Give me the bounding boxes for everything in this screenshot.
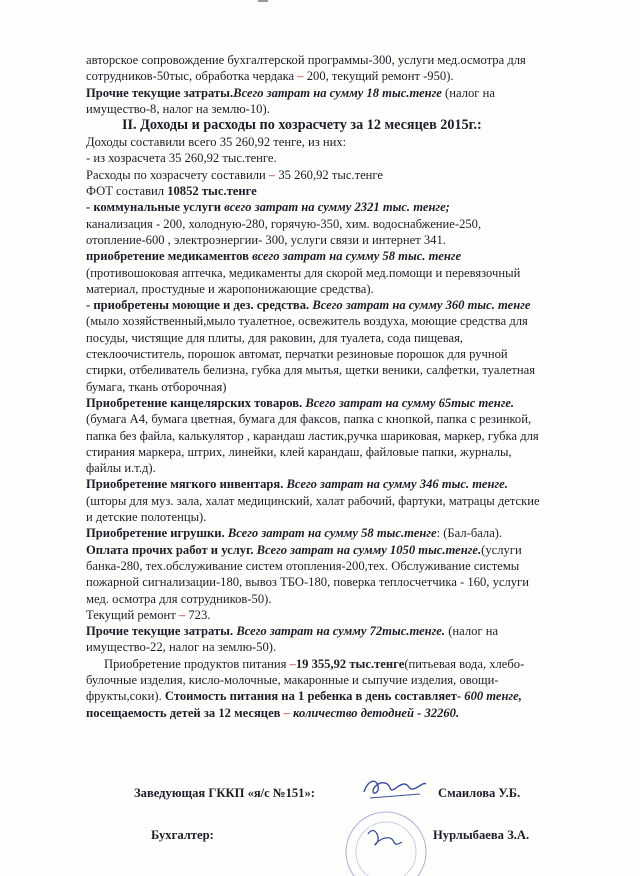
text-segment: - из хозрасчета 35 260,92 тыс.тенге.	[86, 151, 277, 166]
text-segment: Расходы по хозрасчету составили	[86, 167, 269, 182]
text-line	[86, 134, 612, 150]
text-segment: канализация - 200, холодную-280, горячую-350, хим. водоснабжение-250,	[86, 216, 482, 231]
text-segment: Всего затрат на сумму 65тыс тенге.	[305, 395, 515, 410]
text-line	[86, 558, 612, 574]
text-segment: авторское сопровождение бухгалтерской программы-300, услуги мед.осмотра для	[86, 53, 526, 67]
text-line	[86, 52, 612, 68]
text-segment: материал, простудные и жаропонижающие средства).	[86, 281, 374, 296]
text-segment: Всего затрат на сумму 72тыс.тенге.	[236, 624, 446, 639]
text-line	[86, 509, 612, 525]
text-line	[86, 444, 612, 460]
text-segment: бумага, ткань отборочная)	[86, 379, 227, 394]
text-segment: : (Бал-бала).	[436, 526, 503, 541]
text-line	[86, 493, 612, 509]
text-segment: Всего затрат на сумму 346 тыс. тенге.	[286, 477, 508, 492]
text-segment: всего затрат на сумму 58 тыс. тенге	[252, 249, 462, 264]
text-line	[86, 672, 612, 688]
text-line	[86, 248, 612, 264]
text-segment: Приобретение мягкого инвентаря.	[86, 477, 287, 492]
text-segment: 10852 тыс.тенге	[167, 184, 257, 199]
text-line	[86, 542, 612, 558]
text-line	[86, 525, 612, 541]
text-line	[86, 591, 612, 607]
text-line	[86, 313, 612, 329]
text-line	[86, 150, 612, 166]
text-segment: всего затрат на сумму 2321 тыс. тенге;	[224, 200, 450, 215]
text-segment: ФОТ составил	[86, 184, 168, 199]
text-line	[86, 379, 612, 395]
text-segment: 200, текущий ремонт -950).	[303, 69, 454, 84]
text-segment: II. Доходы и расходы по хозрасчету за 12 месяцев 2015г.:	[122, 117, 482, 134]
document-body	[86, 52, 612, 721]
text-line	[86, 232, 612, 248]
text-segment: имущество-8, налог на землю-10).	[86, 101, 270, 116]
text-segment: Всего затрат на сумму 18 тыс.тенге	[233, 85, 442, 100]
text-segment: мед. осмотра для сотрудников-50).	[86, 591, 272, 606]
text-line	[86, 476, 612, 492]
text-segment: посещаемость детей за 12 месяцев	[86, 705, 284, 720]
text-segment: Приобретение продуктов питания	[104, 656, 290, 671]
text-segment: (услуги	[481, 542, 522, 557]
text-segment: –	[268, 167, 276, 182]
director-signature	[360, 774, 430, 804]
text-line	[86, 411, 612, 427]
text-line	[86, 623, 612, 639]
text-segment: –	[178, 607, 186, 622]
text-segment: Всего затрат на сумму 58 тыс.тенге	[227, 526, 437, 541]
text-line	[104, 656, 612, 672]
text-line	[86, 85, 612, 101]
text-segment: –	[289, 656, 296, 671]
text-segment: папка без файла, калькулятор , карандаш ластик,ручка шариковая, маркер, губка для	[86, 428, 539, 443]
text-segment: - коммунальные услуги	[86, 200, 225, 215]
text-segment: Прочие текущие затраты.	[86, 85, 234, 100]
accountant-title: Бухгалтер:	[151, 828, 214, 842]
text-line	[86, 265, 612, 281]
text-segment: Всего затрат на сумму 360 тыс. тенге	[312, 298, 531, 313]
text-line	[86, 460, 612, 476]
text-line	[86, 639, 612, 655]
text-line	[86, 330, 612, 346]
text-line	[86, 574, 612, 590]
text-segment: (налог на	[445, 624, 499, 639]
text-line	[86, 281, 612, 297]
text-segment: Текущий ремонт	[86, 607, 179, 622]
text-segment: имущество-22, налог на землю-50).	[86, 640, 277, 655]
text-segment: банка-280, тех.обслуживание систем отопления-200,тех. Обслуживание системы	[86, 558, 520, 573]
text-segment: Оплата прочих работ и услуг.	[86, 542, 257, 557]
text-segment: 600 тенге,	[464, 689, 522, 704]
text-segment: отопление-600 , электроэнергии- 300, услуги связи и интернет 341.	[86, 232, 446, 247]
text-segment: - приобретены моющие и дез. средства.	[86, 298, 313, 313]
text-line	[86, 688, 612, 704]
text-segment: 35 260,92 тыс.тенге	[275, 167, 383, 182]
text-segment: Всего затрат на сумму 1050 тыс.тенге.	[256, 542, 482, 557]
text-line	[86, 101, 612, 117]
text-line	[86, 346, 612, 362]
text-line	[86, 428, 612, 444]
text-segment: приобретение медикаментов	[86, 249, 253, 264]
text-segment: посуды, чистящие для плиты, для раковин, для туалета, сода пищевая,	[86, 330, 464, 345]
text-line	[86, 607, 612, 623]
director-name: Смаилова У.Б.	[438, 786, 521, 800]
text-segment: (налог на	[441, 85, 495, 100]
scan-mark	[258, 0, 268, 2]
director-title: Заведующая ГККП «я/с №151»:	[134, 786, 315, 800]
text-segment: Приобретение канцелярских товаров.	[86, 395, 306, 410]
text-segment: –	[297, 69, 304, 84]
text-line	[86, 395, 612, 411]
text-segment: (противошоковая аптечка, медикаменты для скорой мед.помощи и перевязочный	[86, 265, 521, 280]
text-segment: стирки, отбеливатель белизна, губка для мытья, щетки веники, салфетки, туалетная	[86, 363, 536, 378]
text-segment: Прочие текущие затраты.	[86, 624, 237, 639]
text-line	[86, 167, 612, 183]
text-line	[86, 68, 612, 84]
text-segment: стирания маркера, штрих, линейки, клей карандаш, файловые папки, журналы,	[86, 444, 512, 459]
text-segment: файлы и.т.д).	[86, 461, 156, 476]
text-line	[86, 362, 612, 378]
text-segment: булочные изделия, кисло-молочные, макаронные и сыпучие изделия, овощи-	[86, 672, 499, 687]
text-line	[86, 705, 612, 721]
text-segment: стеклоочиститель, порошок автомат, перчатки резиновые порошок для ручной	[86, 347, 508, 362]
text-segment: –	[283, 705, 290, 720]
text-segment: пожарной сигнализации-180, вывоз ТБО-180, поверка теплосчетчика - 160, услуги	[86, 575, 529, 590]
text-segment: (шторы для муз. зала, халат медицинский, халат рабочий, фартуки, матрацы детские	[86, 493, 540, 508]
text-segment: 19 355,92 тыс.тенге	[295, 656, 405, 671]
text-line	[86, 216, 612, 232]
text-segment: Доходы составили всего 35 260,92 тенге, из них:	[86, 135, 347, 150]
text-segment: Приобретение игрушки.	[86, 526, 228, 541]
text-segment: (бумага А4, бумага цветная, бумага для факсов, папка с кнопкой, папка с резинкой,	[86, 412, 532, 427]
text-segment: (мыло хозяйственный,мыло туалетное, освежитель воздуха, моющие средства для	[86, 314, 528, 329]
text-line	[86, 297, 612, 313]
section-heading	[122, 117, 612, 134]
text-segment: 723.	[185, 607, 211, 622]
accountant-name: Нурлыбаева З.А.	[433, 828, 530, 842]
text-segment: (питьевая вода, хлебо-	[404, 656, 525, 671]
text-line	[86, 183, 612, 199]
text-segment: фрукты,соки).	[86, 689, 165, 704]
text-segment: количество детодней - 32260.	[289, 705, 460, 720]
text-segment: Стоимость питания на 1 ребенка в день составляет-	[164, 689, 465, 704]
text-line	[86, 199, 612, 215]
text-segment: сотрудников-50тыс, обработка чердака	[86, 69, 298, 84]
text-segment: и детские полотенцы).	[86, 510, 207, 525]
